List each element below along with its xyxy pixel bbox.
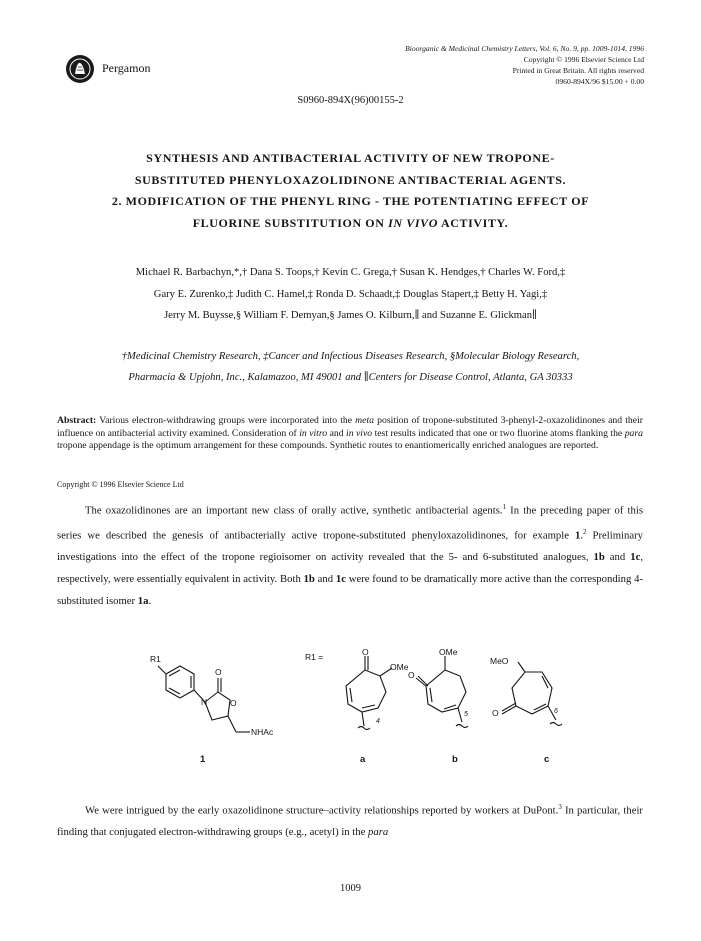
publisher-name: Pergamon	[102, 61, 151, 75]
body-paragraph-1: The oxazolidinones are an important new class of orally active, synthetic antibacterial agents.$^1$ In the preceding paper of this series we described the genesis of antibacterially active tropone-substituted phenyloxazolidinones, for example 1.$^2$ Preliminary investigations into the effect of the tropone regioisomer on activity revealed that the 5- and 6-substituted analogues, 1b and 1c, respectively, were essentially equivalent in activity. Both 1b and 1c were found to be dramatically more active than the corresponding 4-substituted isomer 1a.	[57, 503, 644, 607]
r1-equals-label: R1 =	[305, 652, 324, 662]
compound-c-label: c	[544, 754, 550, 765]
author-line-1: Michael R. Barbachyn,*,† Dana S. Toops,† Kevin C. Grega,† Susan K. Hendges,† Charles W. Ford,‡	[135, 267, 566, 278]
compound-1-label: 1	[200, 754, 206, 765]
affiliation-line-1: †Medicinal Chemistry Research, ‡Cancer and Infectious Diseases Research, §Molecular Biology Research,	[121, 351, 580, 362]
chemical-structures-scheme	[150, 648, 590, 773]
compound-b-label: b	[452, 754, 458, 765]
r1-label: R1	[150, 654, 161, 664]
author-line-2: Gary E. Zurenko,‡ Judith C. Hamel,‡ Ronda D. Schaadt,‡ Douglas Stapert,‡ Betty H. Yagi,‡	[153, 288, 548, 300]
phenyl-ring	[166, 666, 194, 698]
abstract-label: Abstract:	[57, 415, 97, 426]
body-paragraph-2: We were intrigued by the early oxazolidinone structure–activity relationships reported by workers at DuPont.$^3$ In particular, their finding that conjugated electron-withdrawing groups (e.g., acetyl) in the para	[57, 803, 643, 839]
author-line-3: Jerry M. Buysse,§ William F. Demyan,§ James O. Kilburn,∥ and Suzanne E. Glickman∥	[164, 310, 537, 321]
tropone-c-meo-label: MeO	[490, 656, 509, 666]
issn-line: 0960-894X/96 $15.00 + 0.00	[555, 77, 644, 86]
position-4-label: 4	[376, 718, 380, 725]
ring-o-label: O	[230, 698, 237, 708]
tropone-c-ring	[512, 672, 552, 714]
publisher-logo	[65, 54, 95, 84]
tropone-b-ome-label: OMe	[439, 648, 458, 657]
position-5-label: 5	[464, 711, 468, 718]
affiliation-line-2: Pharmacia & Upjohn, Inc., Kalamazoo, MI 49001 and ∥Centers for Disease Control, Atlanta, GA 30333	[128, 372, 573, 383]
tropone-c-o-label: O	[492, 708, 499, 718]
paper-title	[60, 148, 641, 234]
affiliations	[60, 346, 641, 388]
abstract-copyright: Copyright © 1996 Elsevier Science Ltd	[57, 480, 184, 489]
title-line-4: FLUORINE SUBSTITUTION ON IN VIVO ACTIVITY.	[192, 215, 509, 230]
nhac-label: NHAc	[251, 727, 274, 737]
tropone-b-ring	[426, 670, 466, 712]
journal-citation: Bioorganic & Medicinal Chemistry Letters, Vol. 6, No. 9, pp. 1009-1014, 1996	[405, 44, 644, 53]
abstract: Abstract: Various electron-withdrawing groups were incorporated into the meta position of tropone-substituted 3-phenyl-2-oxazolidinones and their influence on antibacterial activity examined. Consideration of in vitro and in vivo test results indicated that one or two fluorine atoms flanking the para tropone appendage is the optimum arrangement for these compounds. Synthetic routes to enantiomerically enriched analogues are reported.	[57, 415, 643, 451]
oxazolidinone-ring	[205, 692, 230, 720]
author-list	[60, 262, 641, 327]
title-line-2: SUBSTITUTED PHENYLOXAZOLIDINONE ANTIBACTERIAL AGENTS.	[134, 172, 567, 187]
position-6-label: 6	[554, 708, 558, 715]
title-line-3: 2. MODIFICATION OF THE PHENYL RING - THE POTENTIATING EFFECT OF	[111, 194, 590, 208]
n-label: N	[201, 697, 208, 707]
tropone-b-o-label: O	[408, 670, 415, 680]
printed-line: Printed in Great Britain. All rights reserved	[512, 66, 644, 75]
page-number: 1009	[340, 883, 361, 894]
title-line-1: SYNTHESIS AND ANTIBACTERIAL ACTIVITY OF NEW TROPONE-	[146, 151, 555, 165]
tropone-a-o-label: O	[362, 648, 369, 657]
tropone-a-ome-label: OMe	[390, 662, 409, 672]
tropone-a-ring	[346, 670, 386, 712]
copyright-line: Copyright © 1996 Elsevier Science Ltd	[523, 55, 644, 64]
carbonyl-o-label: O	[215, 667, 222, 677]
compound-a-label: a	[360, 754, 366, 765]
doi: S0960-894X(96)00155-2	[297, 95, 404, 106]
